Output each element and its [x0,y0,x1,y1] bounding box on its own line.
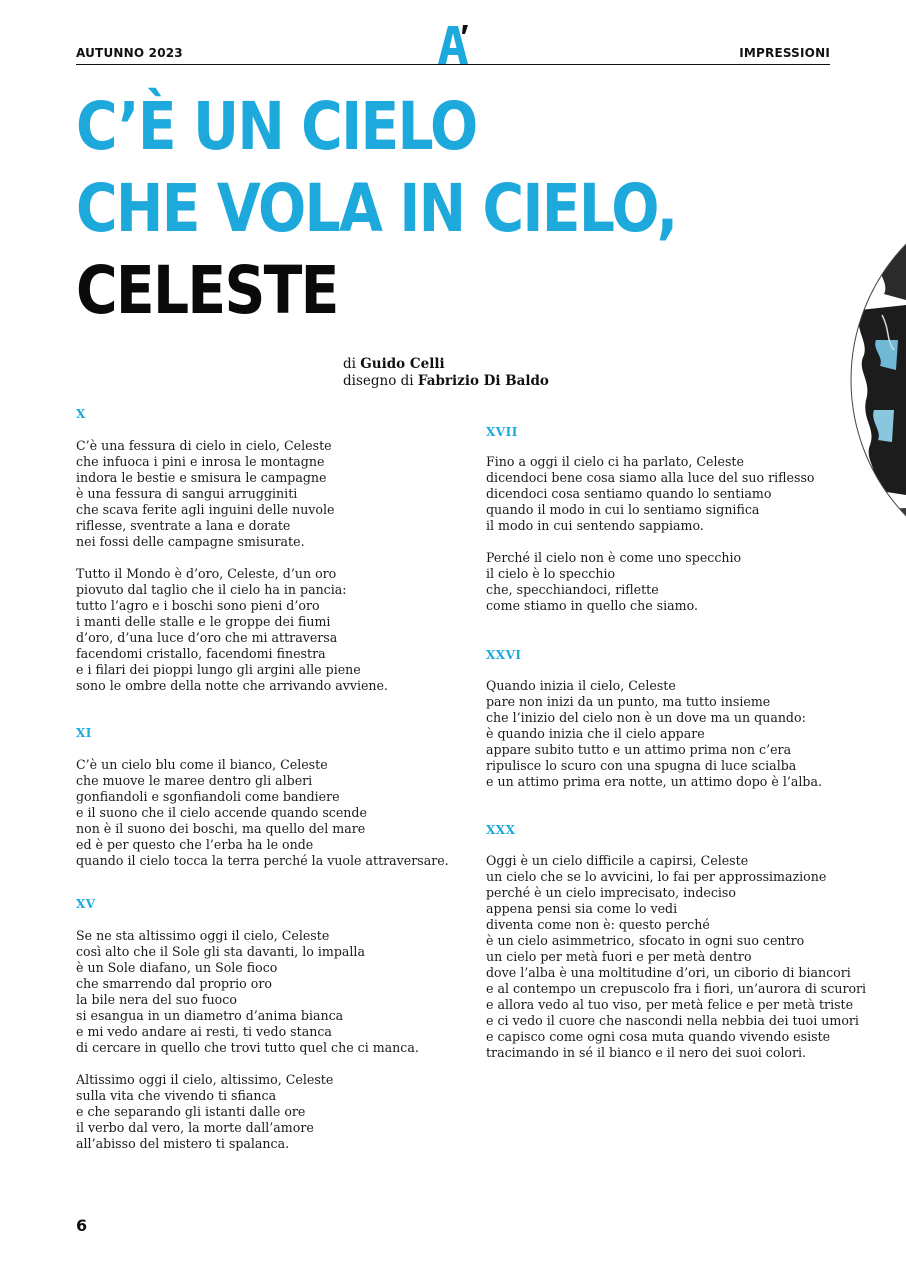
title-line-3: CELESTE [76,252,338,329]
issue-season: AUTUNNO 2023 [76,46,183,60]
page-number: 6 [76,1216,88,1235]
poem-x-stanza-1: C’è una fessura di cielo in cielo, Celeste che infuoca i pini e inrosa le montagne indora le bestie e smisura le campagne è una fessura di sangui arrugginiti che scava ferite agli inguini delle nuvole riflesse, sventrate a lana e dorate nei fossi delle campagne smisurate. [76,438,335,549]
poem-xxx-stanza-1: Oggi è un cielo difficile a capirsi, Celeste un cielo che se lo avvicini, lo fai per approssimazione perché è un cielo imprecisato, indeciso appena pensi sia come lo vedi diventa come non è: questo perché è un cielo asimmetrico, sfocato in ogni suo centro un cielo per metà fuori e per metà dentro dove l’alba è una moltitudine d’ori, un ciborio di biancori e al contempo un crepuscolo fra i fiori, un’aurora di scurori e allora vedo al tuo viso, per metà felice e per metà triste e ci vedo il cuore che nascondi nella nebbia dei tuoi umori e capisco come ogni cosa muta quando vivendo esiste tracimando in sé il bianco e il nero dei suoi colori. [486,853,867,1060]
magazine-logo [436,22,472,66]
poem-numeral-xxx: XXX [486,823,516,837]
illustrator-prefix: disegno di [343,373,418,389]
poem-xvii-stanza-1: Fino a oggi il cielo ci ha parlato, Celeste dicendoci bene cosa siamo alla luce del suo riflesso dicendoci cosa sentiamo quando lo sentiamo quando il modo in cui lo sentiamo significa il modo in cui sentendo sappiamo. [486,454,815,533]
byline [343,356,549,390]
illustrator-line [343,373,549,390]
poem-numeral-xv: XV [76,897,96,911]
author-line [343,356,549,373]
title-line-1: C’È UN CIELO [76,88,477,165]
poem-numeral-xi: XI [76,726,92,740]
illustration-globe [846,190,906,570]
poem-numeral-x: X [76,407,86,421]
poem-x-stanza-2: Tutto il Mondo è d’oro, Celeste, d’un oro piovuto dal taglio che il cielo ha in pancia: tutto l’agro e i boschi sono pieni d’oro i manti delle stalle e le groppe dei fiumi d’oro, d’una luce d’oro che mi attraversa facendomi cristallo, facendomi finestra e i filari dei pioppi lungo gli argini alle piene sono le ombre della notte che arrivando avviene. [76,566,389,693]
section-label: IMPRESSIONI [739,46,830,60]
poem-xxvi-stanza-1: Quando inizia il cielo, Celeste pare non inizi da un punto, ma tutto insieme che l’inizio del cielo non è un dove ma un quando: è quando inizia che il cielo appare appare subito tutto e un attimo prima non c’era ripulisce lo scuro con una spugna di luce scialba e un attimo prima era notte, un attimo dopo è l’alba. [486,678,822,789]
article-title [76,86,676,332]
poem-xi-stanza-1: C’è un cielo blu come il bianco, Celeste che muove le maree dentro gli alberi gonfiandoli e sgonfiandoli come bandiere e il suono che il cielo accende quando scende non è il suono dei boschi, ma quello del mare ed è per questo che l’erba ha le onde quando il cielo tocca la terra perché la vuole attraversare. [76,757,449,868]
poem-xv-stanza-1: Se ne sta altissimo oggi il cielo, Celeste così alto che il Sole gli sta davanti, lo impalla è un Sole diafano, un Sole fioco che smarrendo dal proprio oro la bile nera del suo fuoco si esangua in un diametro d’anima bianca e mi vedo andare ai resti, ti vedo stanca di cercare in quello che trovi tutto quel che ci manca. [76,928,419,1055]
author-prefix: di [343,356,361,372]
poem-xv-stanza-2: Altissimo oggi il cielo, altissimo, Celeste sulla vita che vivendo ti sfianca e che separando gli istanti dalle ore il verbo dal vero, la morte dall’amore all’abisso del mistero ti spalanca. [76,1072,334,1151]
author-name: Guido Celli [360,356,445,372]
title-line-2: CHE VOLA IN CIELO, [76,170,677,247]
poem-xvii-stanza-2: Perché il cielo non è come uno specchio il cielo è lo specchio che, specchiandoci, riflette come stiamo in quello che siamo. [486,550,742,613]
illustrator-name: Fabrizio Di Baldo [417,373,549,389]
poem-numeral-xvii: XVII [486,425,518,439]
poem-numeral-xxvi: XXVI [486,648,522,662]
